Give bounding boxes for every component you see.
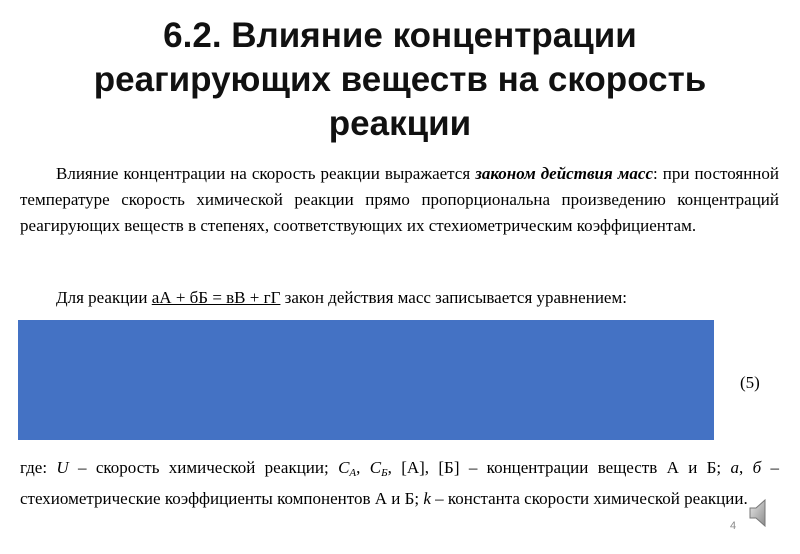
title-line-3: реакции: [328, 104, 472, 143]
symbol-ca: [338, 458, 356, 477]
p1-text-after: : при постоянной температуре скорость химической реакции прямо пропорциональна произведению концентраций реагирующих веществ в степенях, соответствующих их стехиометрическим коэффициентам.: [20, 164, 780, 235]
law-definition-paragraph: [20, 161, 779, 239]
subscript-b: Б: [381, 467, 388, 479]
law-name-emphasis: законом действия масс: [475, 164, 653, 183]
speaker-icon[interactable]: [748, 497, 770, 529]
symbol-u: U: [56, 458, 69, 477]
symbol-k: k: [423, 489, 431, 508]
symbol-c: C: [369, 458, 382, 477]
legend-text: – стехиометрические коэффициенты компонентов А и Б;: [20, 458, 780, 508]
speaker-icon-graphic: [748, 497, 770, 529]
p2-text-before: Для реакции: [56, 288, 152, 307]
symbol-cb: [370, 458, 388, 477]
subscript-a: A: [349, 467, 357, 479]
legend-text: , [A], [Б] – концентрации веществ А и Б;: [387, 458, 731, 477]
title-line-2: реагирующих веществ на скорость: [93, 60, 707, 99]
symbol-c: C: [338, 458, 350, 477]
p1-text-before: Влияние концентрации на скорость реакции выражается: [56, 164, 476, 183]
reaction-paragraph: [20, 285, 779, 311]
symbol-a: a: [730, 458, 739, 477]
legend-text: ,: [739, 458, 753, 477]
reaction-equation: аА + бБ = вВ + гГ: [151, 288, 281, 307]
legend-text: – константа скорости химической реакции.: [430, 489, 748, 508]
symbol-b: б: [752, 458, 762, 477]
equation-number: (5): [740, 373, 760, 392]
legend-text: где:: [20, 458, 57, 477]
title-line-1: 6.2. Влияние концентрации: [163, 16, 637, 55]
legend-text: ,: [356, 458, 370, 477]
legend-paragraph: [20, 455, 779, 511]
p2-text-after: закон действия масс записывается уравнением:: [280, 288, 627, 307]
formula-placeholder: [18, 320, 714, 440]
slide-number: 4: [730, 520, 737, 532]
slide-title: [40, 14, 760, 146]
legend-text: – скорость химической реакции;: [68, 458, 339, 477]
